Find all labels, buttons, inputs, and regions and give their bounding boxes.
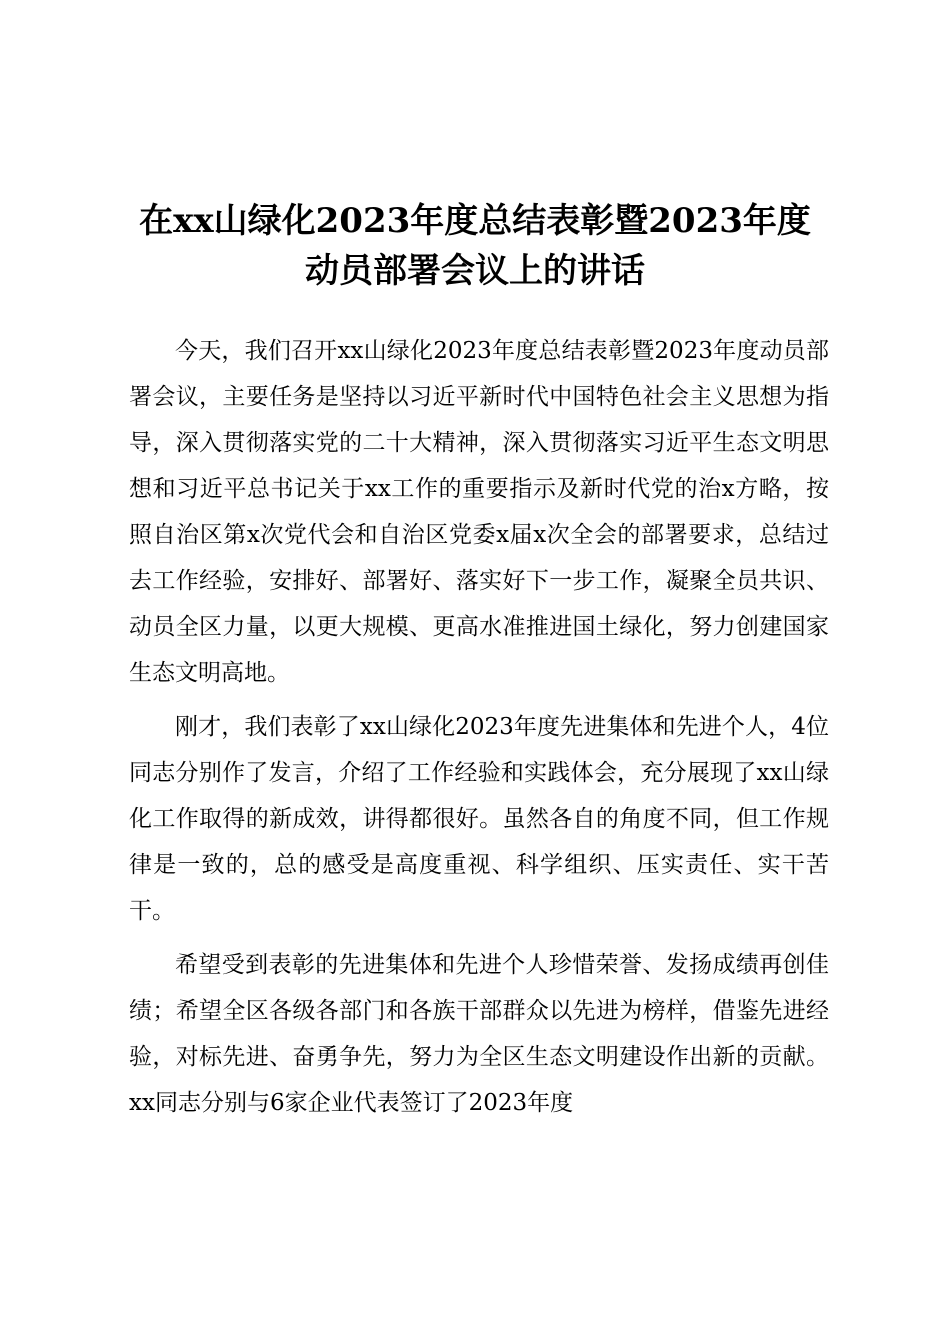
document-body bbox=[129, 328, 829, 1134]
paragraph-2: 刚才，我们表彰了xx山绿化2023年度先进集体和先进个人，4位同志分别作了发言，介绍了工作经验和实践体会，充分展现了xx山绿化工作取得的新成效，讲得都很好。虽然各自的角度不同，但工作规律是一致的，总的感受是高度重视、科学组织、压实责任、实干苦干。 bbox=[129, 714, 829, 924]
title-line-1: 在xx山绿化2023年度总结表彰暨2023年度 bbox=[139, 201, 811, 241]
title-line-2: 动员部署会议上的讲话 bbox=[305, 251, 645, 291]
document-title bbox=[100, 196, 850, 296]
paragraph-1: 今天，我们召开xx山绿化2023年度总结表彰暨2023年度动员部署会议，主要任务是坚持以习近平新时代中国特色社会主义思想为指导，深入贯彻落实党的二十大精神，深入贯彻落实习近平生态文明思想和习近平总书记关于xx工作的重要指示及新时代党的治x方略，按照自治区第x次党代会和自治区党委x届x次全会的部署要求，总结过去工作经验，安排好、部署好、落实好下一步工作，凝聚全员共识、动员全区力量，以更大规模、更高水准推进国土绿化，努力创建国家生态文明高地。 bbox=[129, 338, 829, 686]
paragraph-3: 希望受到表彰的先进集体和先进个人珍惜荣誉、发扬成绩再创佳绩；希望全区各级各部门和各族干部群众以先进为榜样，借鉴先进经验，对标先进、奋勇争先，努力为全区生态文明建设作出新的贡献。xx同志分别与6家企业代表签订了2023年度 bbox=[129, 952, 829, 1116]
